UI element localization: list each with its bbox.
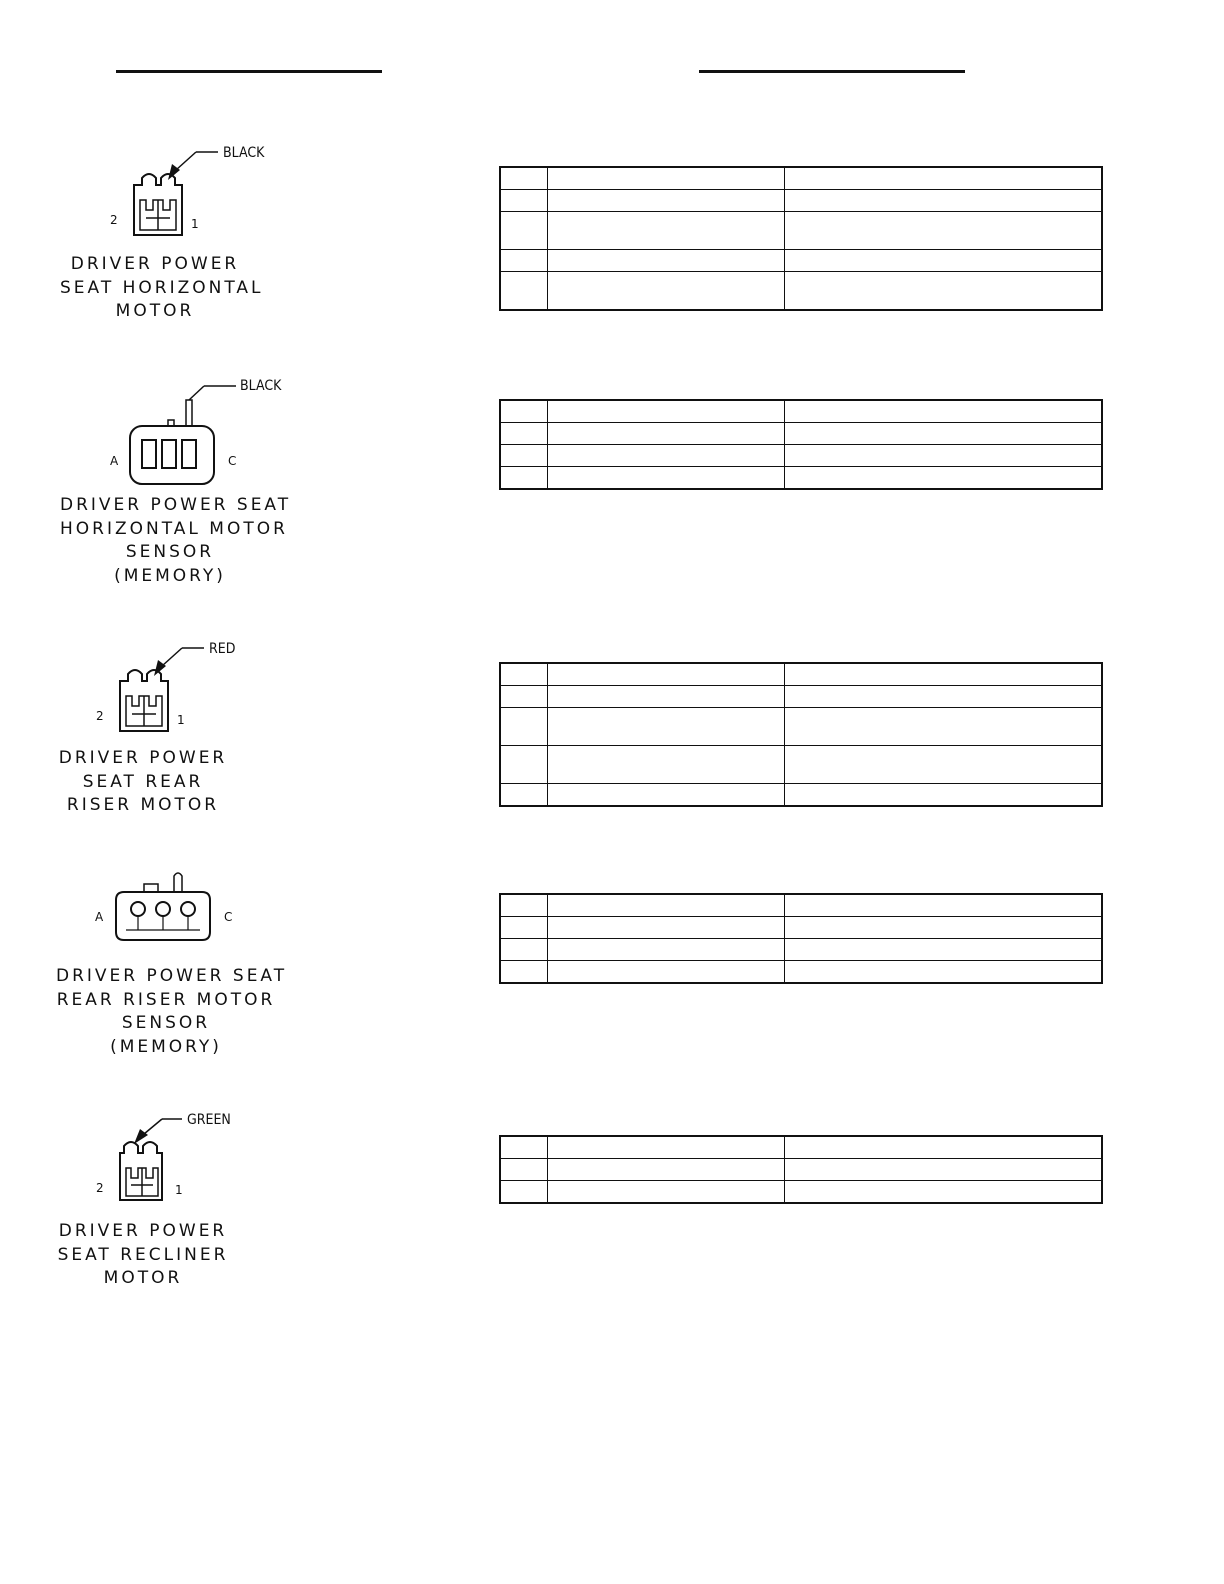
table-row: [500, 939, 1102, 961]
connector-caption: DRIVER POWER SEAT REAR RISER MOTOR: [58, 748, 228, 815]
connector-horizontal-motor-diagram: [100, 140, 280, 240]
wire-color-label: BLACK: [223, 145, 265, 161]
pin-label: C: [228, 454, 237, 468]
table-row: [500, 1159, 1102, 1181]
table-row: [500, 167, 1102, 190]
connector-rear-riser-motor-diagram: [86, 636, 266, 736]
pin-label: 2: [110, 213, 118, 227]
pin-label: A: [110, 454, 119, 468]
wire-color-label: RED: [209, 641, 236, 657]
table-row: [500, 400, 1102, 423]
table-row: [500, 894, 1102, 917]
table-row: [500, 961, 1102, 984]
connector-caption: DRIVER POWER SEAT HORIZONTAL MOTOR: [60, 254, 264, 321]
pin-table-rear-riser-motor: [499, 662, 1103, 807]
table-row: [500, 784, 1102, 807]
connector-horizontal-motor-sensor-diagram: [100, 370, 290, 490]
table-row: [500, 917, 1102, 939]
pin-table-horizontal-motor-sensor: [499, 399, 1103, 490]
table-row: [500, 1181, 1102, 1204]
table-row: [500, 445, 1102, 467]
table-row: [500, 663, 1102, 686]
connector-recliner-motor-diagram: [86, 1108, 266, 1208]
pin-table-horizontal-motor: [499, 166, 1103, 311]
header-rule-right: [699, 70, 965, 73]
table-row: [500, 686, 1102, 708]
connector-caption: DRIVER POWER SEAT RECLINER MOTOR: [57, 1221, 229, 1288]
wire-color-label: GREEN: [187, 1112, 231, 1128]
table-row: [500, 708, 1102, 746]
connector-rear-riser-motor-sensor-diagram: [86, 862, 246, 946]
connector-caption: DRIVER POWER SEAT HORIZONTAL MOTOR SENSOR (MEMORY): [60, 495, 292, 586]
pin-label: C: [224, 910, 233, 924]
pin-label: 1: [191, 217, 199, 231]
pin-table-rear-riser-motor-sensor: [499, 893, 1103, 984]
connector-caption: DRIVER POWER SEAT REAR RISER MOTOR SENSOR (MEMORY): [56, 966, 288, 1057]
table-row: [500, 423, 1102, 445]
pin-label: A: [95, 910, 104, 924]
wire-color-label: BLACK: [240, 378, 282, 394]
pin-label: 1: [177, 713, 185, 727]
table-row: [500, 250, 1102, 272]
table-row: [500, 467, 1102, 490]
table-row: [500, 1136, 1102, 1159]
pin-label: 1: [175, 1183, 183, 1197]
table-row: [500, 190, 1102, 212]
table-row: [500, 212, 1102, 250]
pin-label: 2: [96, 1181, 104, 1195]
table-row: [500, 746, 1102, 784]
header-rule-left: [116, 70, 382, 73]
pin-table-recliner-motor: [499, 1135, 1103, 1204]
table-row: [500, 272, 1102, 311]
pin-label: 2: [96, 709, 104, 723]
